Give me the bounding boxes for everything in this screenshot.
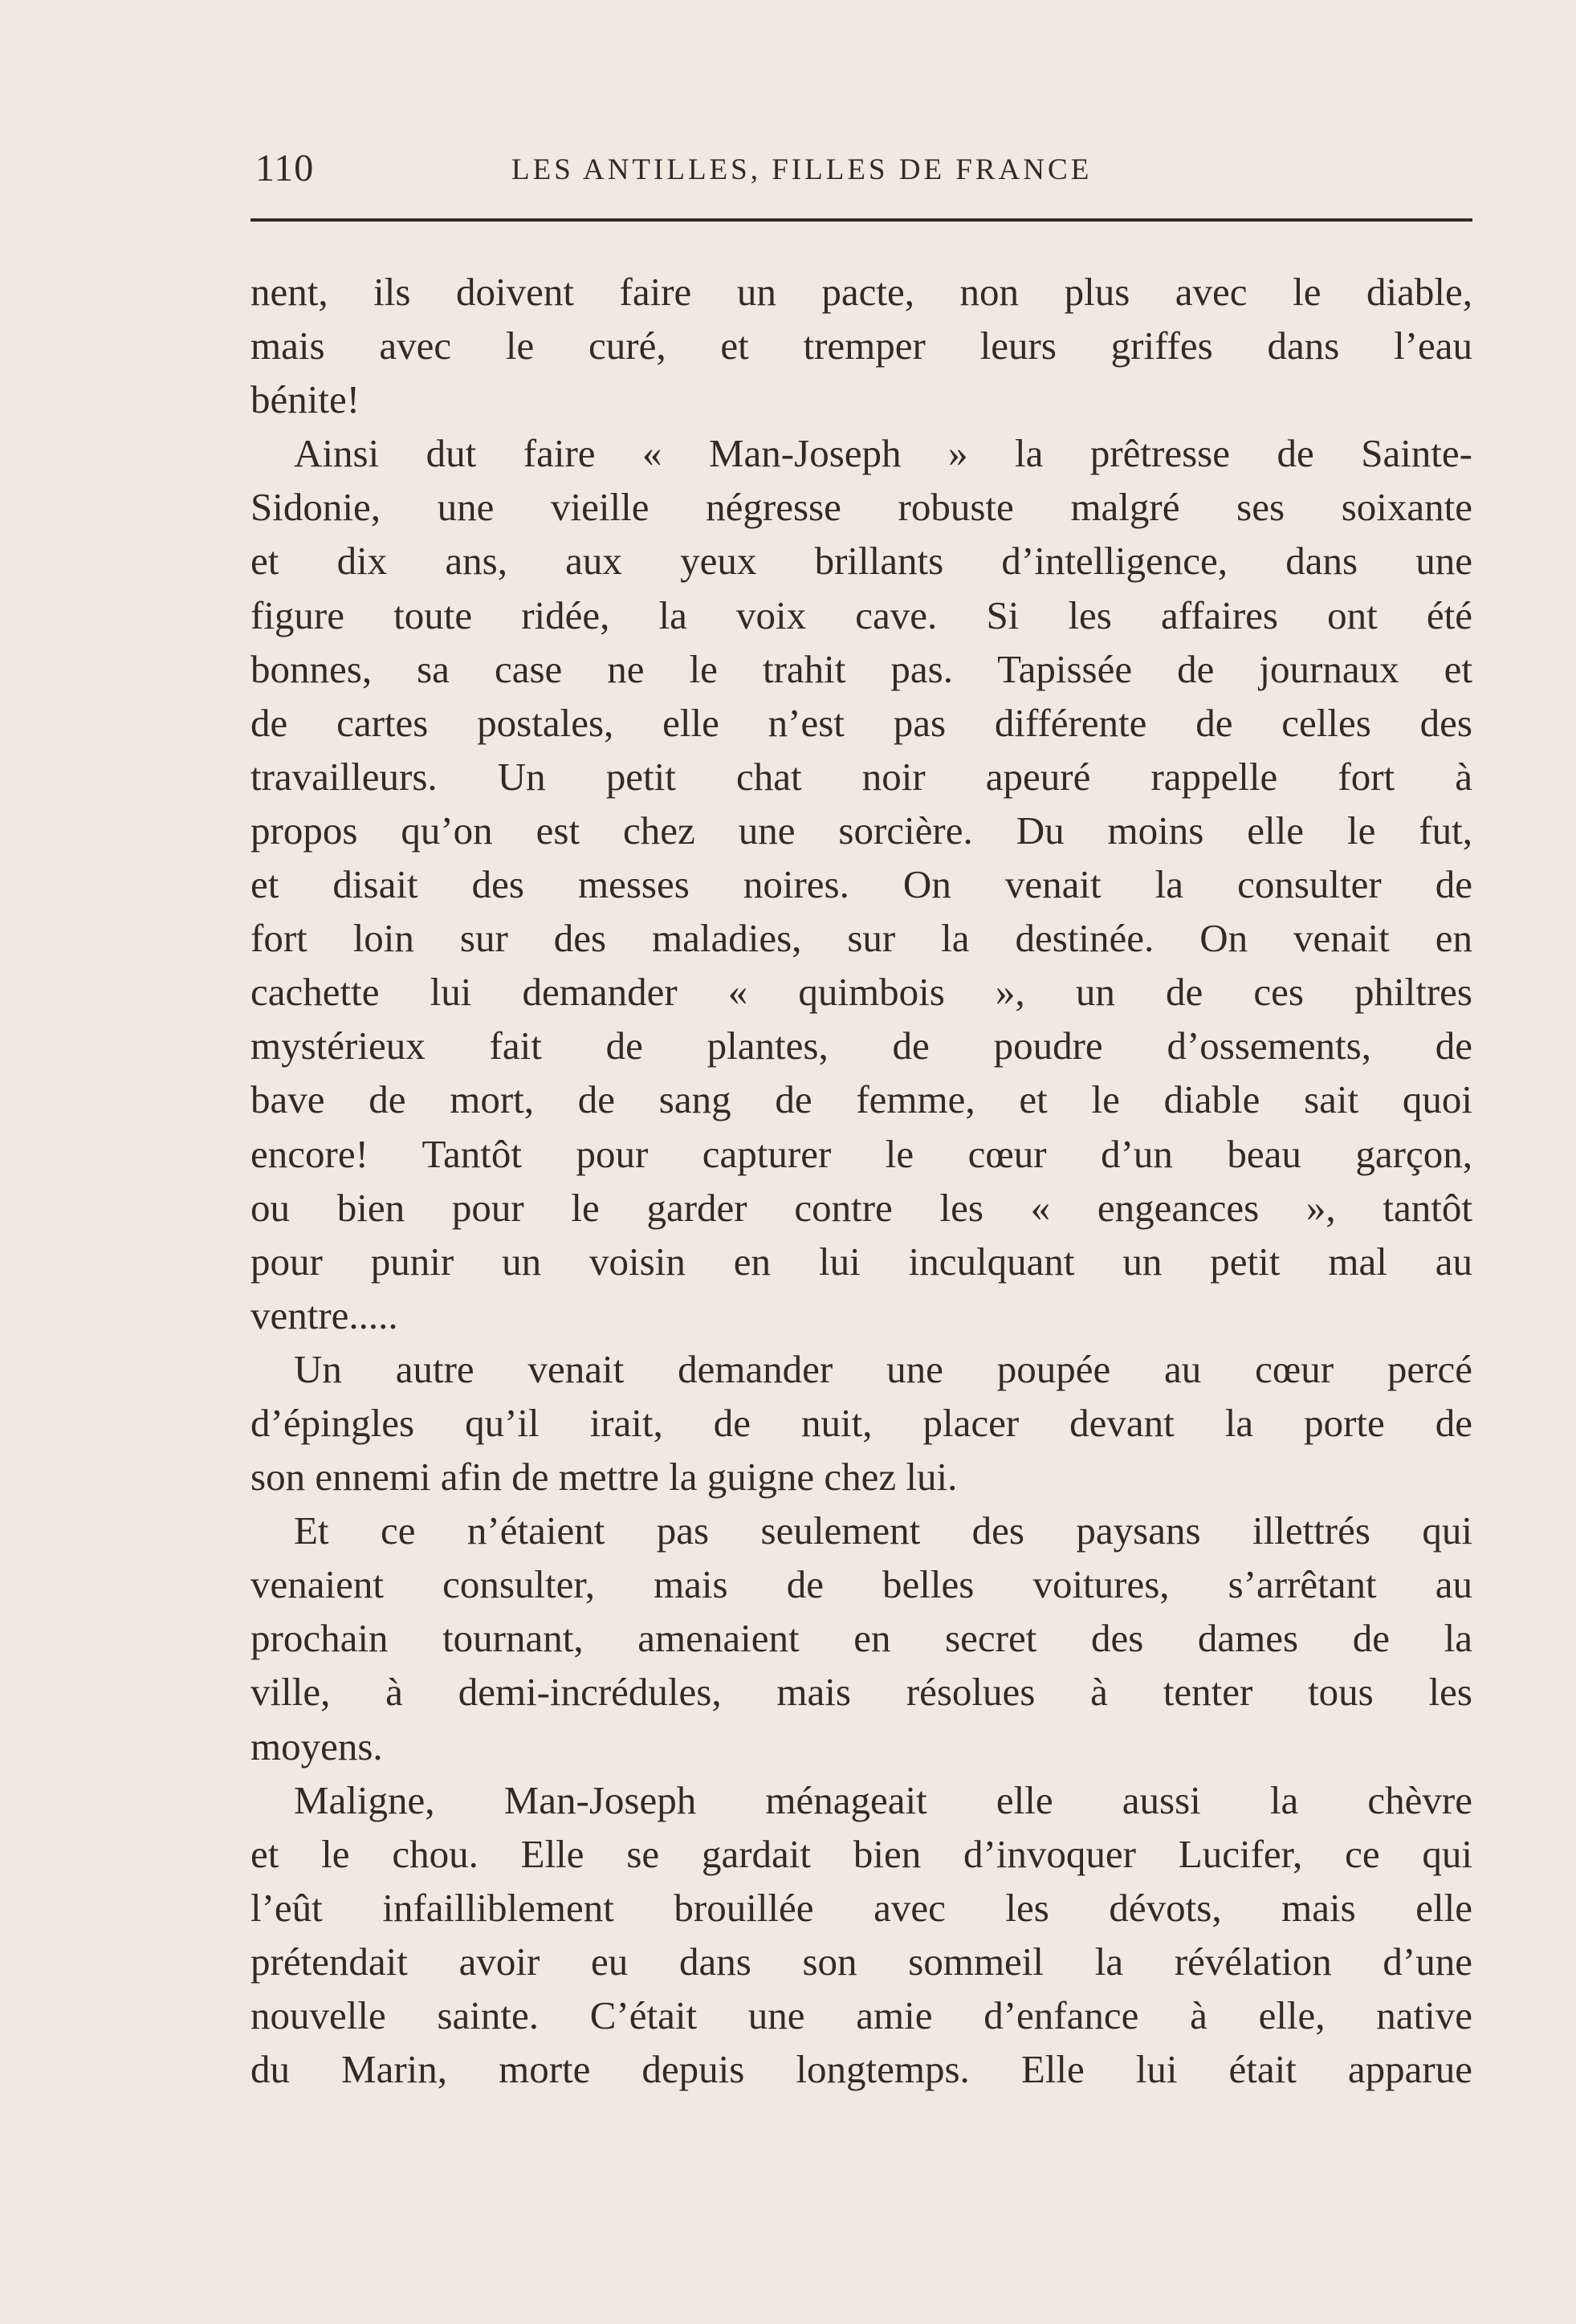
body-text	[250, 265, 1472, 2096]
text-line: travailleurs. Un petit chat noir apeuré rappelle fort à	[250, 754, 1472, 799]
text-line: bonnes, sa case ne le trahit pas. Tapissée de journaux et	[250, 646, 1472, 691]
text-line: Un autre venait demander une poupée au cœur percé	[294, 1346, 1472, 1391]
text-line: figure toute ridée, la voix cave. Si les affaires ont été	[250, 592, 1472, 637]
text-line: pour punir un voisin en lui inculquant un petit mal au	[250, 1239, 1472, 1284]
page-header	[250, 143, 1472, 199]
text-line: encore! Tantôt pour capturer le cœur d’un beau garçon,	[250, 1131, 1472, 1176]
text-line: d’épingles qu’il irait, de nuit, placer devant la porte de	[250, 1400, 1472, 1445]
text-line: et dix ans, aux yeux brillants d’intelligence, dans une	[250, 539, 1472, 584]
text-line: Sidonie, une vieille négresse robuste malgré ses soixante	[250, 485, 1472, 530]
text-line: l’eût infailliblement brouillée avec les dévots, mais elle	[250, 1885, 1472, 1930]
text-line: nent, ils doivent faire un pacte, non plus avec le diable,	[250, 270, 1472, 314]
page-number: 110	[255, 147, 315, 189]
text-line: Ainsi dut faire « Man-Joseph » la prêtresse de Sainte-	[294, 431, 1472, 476]
text-line: ville, à demi-incrédules, mais résolues à tenter tous les	[250, 1670, 1472, 1715]
running-head: LES ANTILLES, FILLES DE FRANCE	[511, 153, 1093, 186]
text-line: et disait des messes noires. On venait la consulter de	[250, 862, 1472, 907]
text-line: propos qu’on est chez une sorcière. Du moins elle le fut,	[250, 808, 1472, 853]
text-line: moyens.	[250, 1724, 383, 1768]
text-line: prétendait avoir eu dans son sommeil la révélation d’une	[250, 1939, 1472, 1984]
text-line: du Marin, morte depuis longtemps. Elle lui était apparue	[250, 2047, 1472, 2092]
text-line: mystérieux fait de plantes, de poudre d’ossements, de	[250, 1024, 1472, 1068]
text-line: Maligne, Man-Joseph ménageait elle aussi la chèvre	[294, 1777, 1472, 1822]
text-line: Et ce n’étaient pas seulement des paysans illettrés qui	[294, 1508, 1472, 1553]
text-line: ventre.....	[250, 1292, 398, 1337]
text-line: bave de mort, de sang de femme, et le diable sait quoi	[250, 1077, 1472, 1122]
text-line: prochain tournant, amenaient en secret des dames de la	[250, 1616, 1472, 1661]
text-line: fort loin sur des maladies, sur la destinée. On venait en	[250, 916, 1472, 961]
text-line: bénite!	[250, 377, 360, 422]
text-line: ou bien pour le garder contre les « engeances », tantôt	[250, 1185, 1472, 1230]
header-rule	[250, 218, 1472, 222]
text-line: nouvelle sainte. C’était une amie d’enfance à elle, native	[250, 1993, 1472, 2037]
text-line: et le chou. Elle se gardait bien d’invoquer Lucifer, ce qui	[250, 1831, 1472, 1876]
text-line: son ennemi afin de mettre la guigne chez lui.	[250, 1455, 958, 1500]
text-line: cachette lui demander « quimbois », un de ces philtres	[250, 970, 1472, 1015]
text-line: mais avec le curé, et tremper leurs griffes dans l’eau	[250, 324, 1472, 368]
text-line: de cartes postales, elle n’est pas différente de celles des	[250, 700, 1472, 745]
text-line: venaient consulter, mais de belles voitures, s’arrêtant au	[250, 1562, 1472, 1607]
